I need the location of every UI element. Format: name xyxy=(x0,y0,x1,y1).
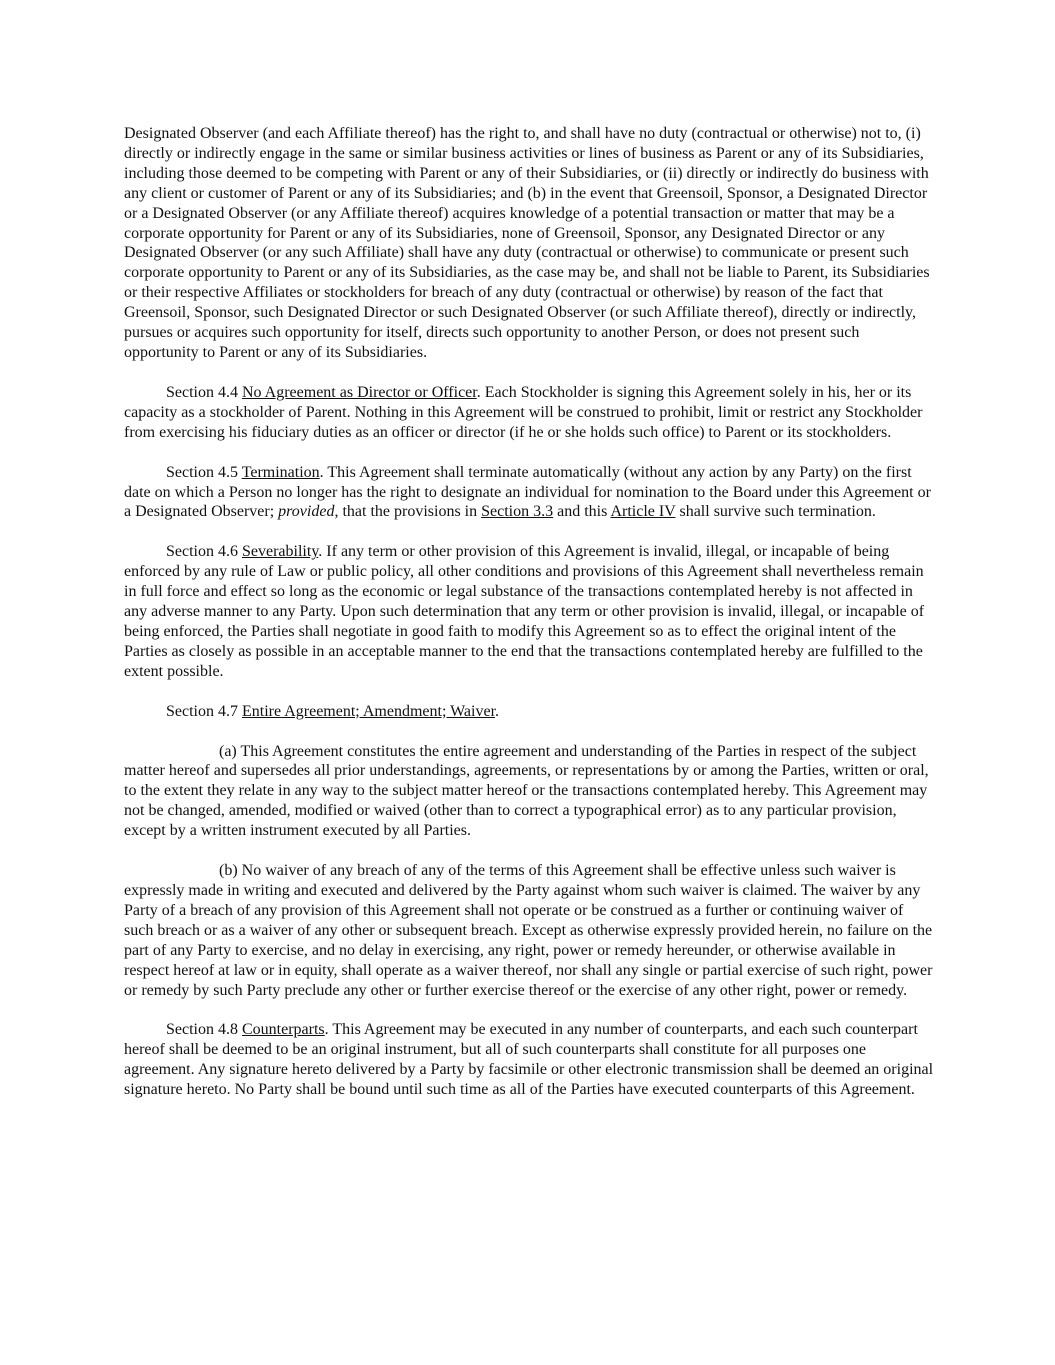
section-body: and this xyxy=(553,503,611,521)
section-4-8 xyxy=(124,1020,934,1100)
document-page xyxy=(124,124,934,1120)
subsection-text: (a) This Agreement constitutes the entire agreement and understanding of the Parties in respect of the subject matter hereof and supersedes all prior understandings, agreements, or representations by or among the Parties, written or oral, to the extent they relate in any way to the subject matter hereof or the transactions contemplated hereby. This Agreement may not be changed, amended, modified or waived (other than to correct a typographical error) as to any particular provision, except by a written instrument executed by all Parties. xyxy=(124,742,929,840)
cross-reference-section: Section 3.3 xyxy=(481,503,554,521)
subsection-b xyxy=(124,861,934,1000)
cross-reference-article: Article IV xyxy=(610,503,676,521)
subsection-text: (b) No waiver of any breach of any of the terms of this Agreement shall be effective unless such waiver is expressly made in writing and executed and delivered by the Party against whom such waiver is claimed. The waiver by any Party of a breach of any provision of this Agreement shall not operate or be construed as a further or continuing waiver of such breach or as a waiver of any other or subsequent breach. Except as otherwise expressly provided herein, no failure on the part of any Party to exercise, and no delay in exercising, any right, power or remedy hereunder, or otherwise available in respect hereof at law or in equity, shall operate as a waiver thereof, nor shall any single or partial exercise of such right, power or remedy by such Party preclude any other or further exercise thereof or the exercise of any other right, power or remedy. xyxy=(124,862,933,999)
section-heading: Counterparts xyxy=(242,1021,325,1039)
section-body: . This Agreement may be executed in any number of counterparts, and each such counterpart hereof shall be deemed to be an original instrument, but all of such counterparts shall constitute for all purposes one agreement. Any signature hereto delivered by a Party by facsimile or other electronic transmission shall be deemed an original signature hereto. No Party shall be bound until such time as all of the Parties have executed counterparts of this Agreement. xyxy=(124,1021,934,1099)
subsection-a xyxy=(124,742,934,842)
section-4-4 xyxy=(124,383,934,443)
section-body: . xyxy=(495,702,500,720)
section-body: , that the provisions in xyxy=(334,503,482,521)
section-heading: Severability xyxy=(242,543,319,561)
section-4-5 xyxy=(124,463,934,523)
section-number: Section 4.8 xyxy=(166,1021,242,1039)
section-number: Section 4.7 xyxy=(166,702,242,720)
continued-paragraph xyxy=(124,124,934,363)
section-heading: Entire Agreement; Amendment; Waiver xyxy=(242,702,496,720)
section-body: . This Agreement shall terminate automatically (without any action by any Party) on the first date on which a Person no longer has the right to designate an individual for nomination to the Board under this Agreement or a Designated Observer; xyxy=(124,463,931,521)
section-number: Section 4.5 xyxy=(166,463,242,481)
section-heading: Termination xyxy=(241,463,320,481)
section-number: Section 4.4 xyxy=(166,383,242,401)
paragraph-text: Designated Observer (and each Affiliate thereof) has the right to, and shall have no duty (contractual or otherwise) not to, (i) directly or indirectly engage in the same or similar business activities or lines of business as Parent or any of its Subsidiaries, including those deemed to be competing with Parent or any of their Subsidiaries, or (ii) directly or indirectly do business with any client or customer of Parent or any of its Subsidiaries; and (b) in the event that Greensoil, Sponsor, a Designated Director or a Designated Observer (or any Affiliate thereof) acquires knowledge of a potential transaction or matter that may be a corporate opportunity for Parent or any of its Subsidiaries, none of Greensoil, Sponsor, any Designated Director or any Designated Observer (or any such Affiliate) shall have any duty (contractual or otherwise) to communicate or present such corporate opportunity to Parent or any of its Subsidiaries, as the case may be, and shall not be liable to Parent, its Subsidiaries or their respective Affiliates or stockholders for breach of any duty (contractual or otherwise) by reason of the fact that Greensoil, Sponsor, such Designated Director or such Designated Observer (or such Affiliate thereof), directly or indirectly, pursues or acquires such opportunity for itself, directs such opportunity to another Person, or does not present such opportunity to Parent or any of its Subsidiaries. xyxy=(124,125,930,361)
section-body: shall survive such termination. xyxy=(675,503,876,521)
italic-term: provided xyxy=(278,503,335,521)
section-body: . Each Stockholder is signing this Agreement solely in his, her or its capacity as a stockholder of Parent. Nothing in this Agreement will be construed to prohibit, limit or restrict any Stockholder from exercising his fiduciary duties as an officer or director (if he or she holds such office) to Parent or its stockholders. xyxy=(124,383,923,441)
section-body: . If any term or other provision of this Agreement is invalid, illegal, or incapable of being enforced by any rule of Law or public policy, all other conditions and provisions of this Agreement shall nevertheless remain in full force and effect so long as the economic or legal substance of the transactions contemplated hereby is not affected in any adverse manner to any Party. Upon such determination that any term or other provision is invalid, illegal, or incapable of being enforced, the Parties shall negotiate in good faith to modify this Agreement so as to effect the original intent of the Parties as closely as possible in an acceptable manner to the end that the transactions contemplated hereby are fulfilled to the extent possible. xyxy=(124,543,925,680)
section-4-6 xyxy=(124,542,934,681)
section-number: Section 4.6 xyxy=(166,543,242,561)
section-4-7 xyxy=(124,702,934,722)
section-heading: No Agreement as Director or Officer xyxy=(242,383,477,401)
